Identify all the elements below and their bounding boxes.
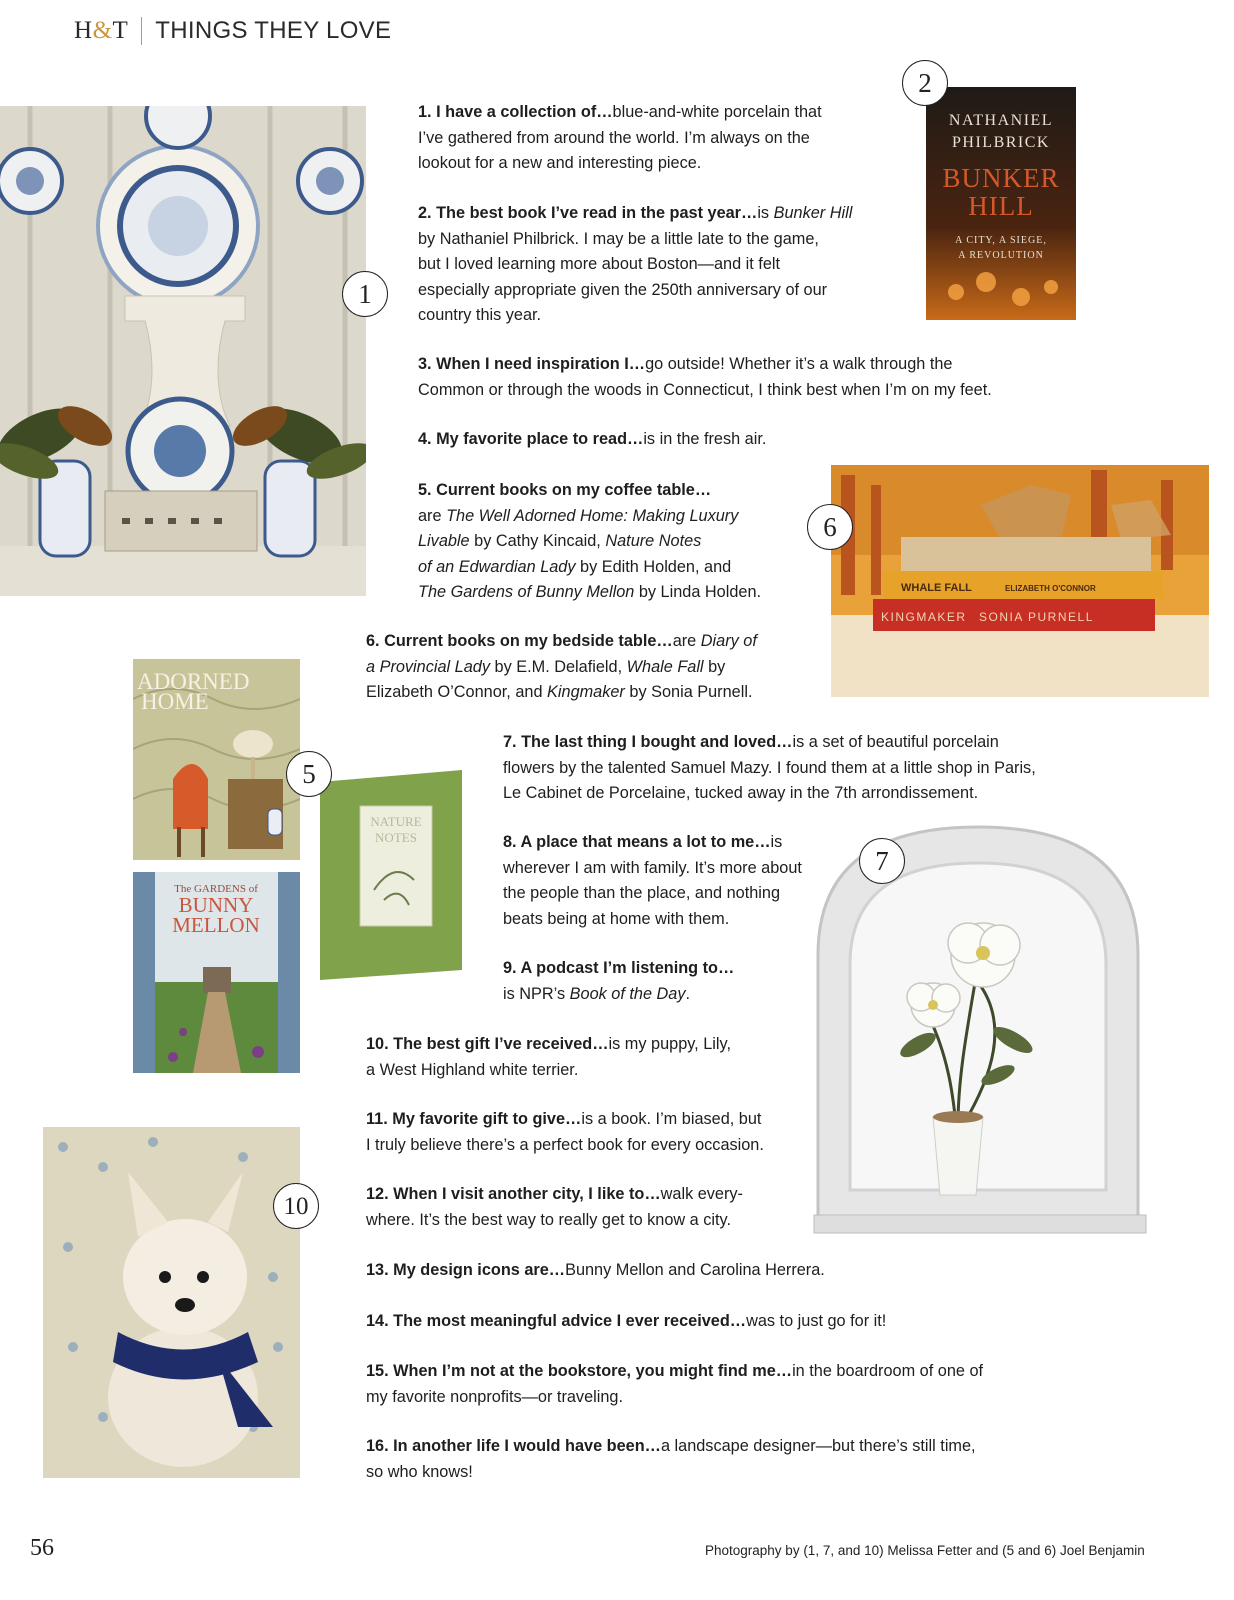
porcelain-flowers-photo <box>808 825 1148 1237</box>
nature-notes-title-2: NOTES <box>375 830 417 845</box>
page-number: 56 <box>30 1535 54 1561</box>
badge-10: 10 <box>273 1183 319 1229</box>
bunny-mellon-title-3: MELLON <box>172 913 260 937</box>
bunker-hill-subtitle-2: A REVOLUTION <box>958 250 1044 261</box>
bunny-mellon-title-2: BUNNY <box>178 893 254 917</box>
item-2: 2. The best book I’ve read in the past year…is Bunker Hill by Nathaniel Philbrick. I may be a little late to the game, but I loved learning more about Boston—and it felt especially appropriate given the 250th anniversary of our country this year. <box>418 204 853 325</box>
photo-credit: Photography by (1, 7, and 10) Melissa Fetter and (5 and 6) Joel Benjamin <box>705 1543 1145 1558</box>
item-12: 12. When I visit another city, I like to…walk every- where. It’s the best way to really get to know a city. <box>366 1185 743 1229</box>
item-1: 1. I have a collection of…blue-and-white porcelain that I’ve gathered from around the world. I’m always on the lookout for a new and interesting piece. <box>418 103 822 173</box>
badge-1: 1 <box>342 271 388 317</box>
adorned-home-title-2: HOME <box>141 689 209 714</box>
item-6: 6. Current books on my bedside table…are Diary of a Provincial Lady by E.M. Delafield, Whale Fall by Elizabeth O’Connor, and Kingmaker by Sonia Purnell. <box>366 632 757 702</box>
item-5: 5. Current books on my coffee table… are The Well Adorned Home: Making Luxury Livable by Cathy Kincaid, Nature Notes of an Edwardian Lady by Edith Holden, and The Gardens of Bunny Mellon by Linda Holden. <box>418 481 762 602</box>
bunker-hill-subtitle-1: A CITY, A SIEGE, <box>955 235 1047 246</box>
nature-notes-book-cover <box>314 770 462 980</box>
magazine-logo: H&T <box>74 17 129 44</box>
spine-whale-fall-author: ELIZABETH O'CONNOR <box>1005 584 1096 593</box>
item-7: 7. The last thing I bought and loved…is a set of beautiful porcelain flowers by the talented Samuel Mazy. I found them at a little shop in Paris, Le Cabinet de Porcelaine, tucked away in the 7th arrondissement. <box>503 733 1036 803</box>
bunker-hill-author-1: NATHANIEL <box>948 112 1054 129</box>
nature-notes-title-1: NATURE <box>370 814 422 829</box>
badge-5: 5 <box>286 751 332 797</box>
adorned-home-book-cover <box>133 659 300 860</box>
spine-whale-fall: WHALE FALL <box>901 582 972 594</box>
bunny-mellon-title-1: The GARDENS of <box>174 883 258 895</box>
porcelain-photo <box>0 106 366 596</box>
item-16: 16. In another life I would have been…a landscape designer—but there’s still time, so who knows! <box>366 1437 976 1481</box>
item-14: 14. The most meaningful advice I ever received…was to just go for it! <box>366 1312 887 1330</box>
badge-2: 2 <box>902 60 948 106</box>
item-13: 13. My design icons are…Bunny Mellon and Carolina Herrera. <box>366 1261 825 1279</box>
bunker-hill-author-2: PHILBRICK <box>952 134 1050 151</box>
badge-7: 7 <box>859 838 905 884</box>
spine-kingmaker: KINGMAKER <box>881 610 967 624</box>
bunny-mellon-book-cover <box>133 872 300 1073</box>
item-11: 11. My favorite gift to give…is a book. I’m biased, but I truly believe there’s a perfect book for every occasion. <box>366 1110 764 1154</box>
section-title: THINGS THEY LOVE <box>155 17 392 44</box>
spine-kingmaker-author: SONIA PURNELL <box>979 610 1094 624</box>
header-divider <box>141 17 142 45</box>
badge-6: 6 <box>807 504 853 550</box>
bunker-hill-book-cover <box>926 87 1076 320</box>
item-4: 4. My favorite place to read…is in the fresh air. <box>418 430 767 448</box>
bedside-books-photo <box>831 465 1209 697</box>
item-10: 10. The best gift I’ve received…is my puppy, Lily, a West Highland white terrier. <box>366 1035 731 1079</box>
item-15: 15. When I’m not at the bookstore, you might find me…in the boardroom of one of my favorite nonprofits—or traveling. <box>366 1362 984 1406</box>
bunker-hill-title-2: HILL <box>968 191 1034 221</box>
item-8: 8. A place that means a lot to me…is wherever I am with family. It’s more about the people than the place, and nothing beats being at home with them. <box>503 833 802 928</box>
item-9: 9. A podcast I’m listening to… is NPR’s Book of the Day. <box>503 959 735 1003</box>
item-3: 3. When I need inspiration I…go outside! Whether it’s a walk through the Common or through the woods in Connecticut, I think best when I’m on my feet. <box>418 355 992 399</box>
puppy-photo <box>43 1127 300 1478</box>
bunker-hill-title-1: BUNKER <box>942 163 1060 193</box>
adorned-home-title-1: ADORNED <box>137 669 250 694</box>
page-header <box>74 14 391 48</box>
